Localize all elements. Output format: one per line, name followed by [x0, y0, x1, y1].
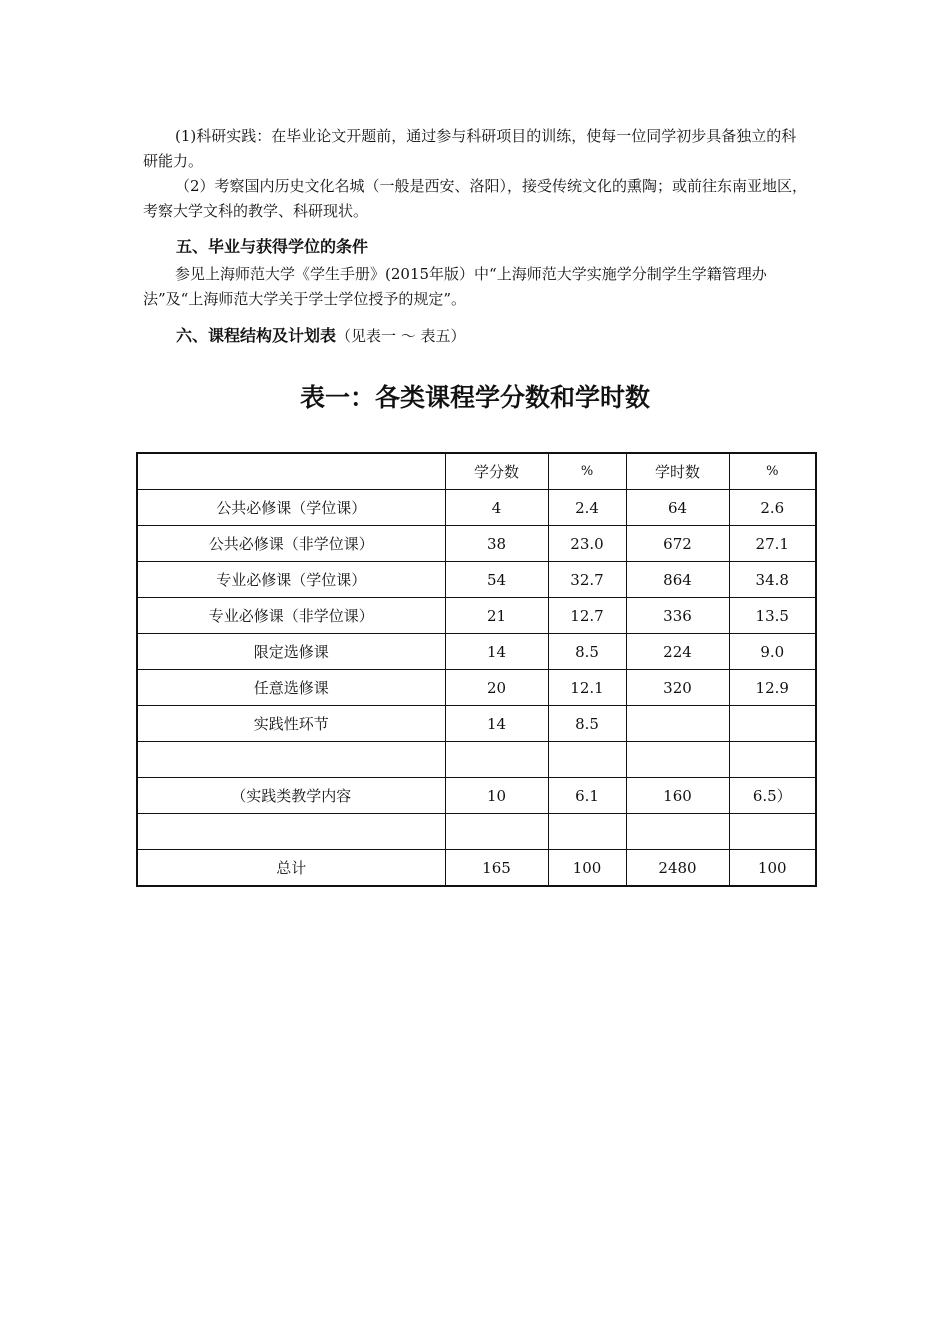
table-row [137, 706, 816, 742]
table-cell: 限定选修课 [137, 634, 445, 670]
table-cell [626, 706, 729, 742]
header-cell-hours: 学时数 [626, 453, 729, 490]
table-cell: 公共必修课（学位课） [137, 490, 445, 526]
table-cell: 专业必修课（学位课） [137, 562, 445, 598]
table-cell-total-credits: 165 [445, 850, 548, 887]
table-cell: 14 [445, 706, 548, 742]
table-cell: 27.1 [729, 526, 816, 562]
table-cell: 2.4 [548, 490, 626, 526]
table-cell [445, 814, 548, 850]
table-cell-total-hours: 2480 [626, 850, 729, 887]
heading-course-structure-note: （见表一 ～ 表五） [336, 327, 466, 345]
table-total-row [137, 850, 816, 887]
table-cell: 12.9 [729, 670, 816, 706]
table-cell: 160 [626, 778, 729, 814]
table-cell: 专业必修课（非学位课） [137, 598, 445, 634]
header-cell-credits: 学分数 [445, 453, 548, 490]
table-cell [548, 742, 626, 778]
table-cell: 14 [445, 634, 548, 670]
paragraph-graduation-reference: 参见上海师范大学《学生手册》(2015年版）中“上海师范大学实施学分制学生学籍管理办法”及“上海师范大学关于学士学位授予的规定”。 [143, 265, 767, 308]
table-cell: 12.7 [548, 598, 626, 634]
header-cell-credits-percent: % [548, 453, 626, 490]
table-row [137, 742, 816, 778]
table-cell: （实践类教学内容 [137, 778, 445, 814]
table-cell: 9.0 [729, 634, 816, 670]
table-cell [626, 742, 729, 778]
table-cell: 8.5 [548, 634, 626, 670]
table-cell: 320 [626, 670, 729, 706]
table-row [137, 598, 816, 634]
table-cell-total-hours-percent: 100 [729, 850, 816, 887]
table-cell: 13.5 [729, 598, 816, 634]
heading-course-structure [176, 325, 466, 347]
table-cell: 12.1 [548, 670, 626, 706]
table-row [137, 526, 816, 562]
table-cell: 672 [626, 526, 729, 562]
table-header-row [137, 453, 816, 490]
table-row [137, 670, 816, 706]
table-cell: 公共必修课（非学位课） [137, 526, 445, 562]
table-cell: 4 [445, 490, 548, 526]
paragraph-research-practice: (1)科研实践：在毕业论文开题前，通过参与科研项目的训练，使每一位同学初步具备独立的科研能力。 [143, 127, 797, 170]
table-title: 表一：各类课程学分数和学时数 [299, 383, 650, 412]
table-cell: 任意选修课 [137, 670, 445, 706]
table-cell: 34.8 [729, 562, 816, 598]
table-cell: 224 [626, 634, 729, 670]
table-row [137, 814, 816, 850]
table-cell: 21 [445, 598, 548, 634]
table-cell: 2.6 [729, 490, 816, 526]
header-cell-category [137, 453, 445, 490]
table-cell: 6.1 [548, 778, 626, 814]
table-cell: 54 [445, 562, 548, 598]
table-cell: 实践性环节 [137, 706, 445, 742]
table-cell: 10 [445, 778, 548, 814]
table-cell: 64 [626, 490, 729, 526]
heading-course-structure-text: 六、课程结构及计划表 [176, 326, 337, 345]
table-cell [626, 814, 729, 850]
table-cell [729, 814, 816, 850]
table-cell: 38 [445, 526, 548, 562]
table-cell: 8.5 [548, 706, 626, 742]
table-row [137, 562, 816, 598]
table-cell [548, 814, 626, 850]
table-cell [137, 814, 445, 850]
table-cell: 23.0 [548, 526, 626, 562]
table-row [137, 778, 816, 814]
credits-hours-table [136, 452, 817, 887]
paragraph-field-trip: （2）考察国内历史文化名城（一般是西安、洛阳），接受传统文化的熏陶；或前往东南亚地区，考察大学文科的教学、科研现状。 [143, 177, 808, 220]
table-cell: 20 [445, 670, 548, 706]
table-cell-total-credits-percent: 100 [548, 850, 626, 887]
table-cell: 6.5） [729, 778, 816, 814]
table-cell-total-label: 总计 [137, 850, 445, 887]
header-cell-hours-percent: % [729, 453, 816, 490]
table-cell [137, 742, 445, 778]
table-row [137, 490, 816, 526]
table-cell [445, 742, 548, 778]
table-cell [729, 706, 816, 742]
heading-graduation-conditions: 五、毕业与获得学位的条件 [176, 237, 369, 256]
table-row [137, 634, 816, 670]
table-cell: 32.7 [548, 562, 626, 598]
table-cell [729, 742, 816, 778]
table-cell: 864 [626, 562, 729, 598]
table-cell: 336 [626, 598, 729, 634]
